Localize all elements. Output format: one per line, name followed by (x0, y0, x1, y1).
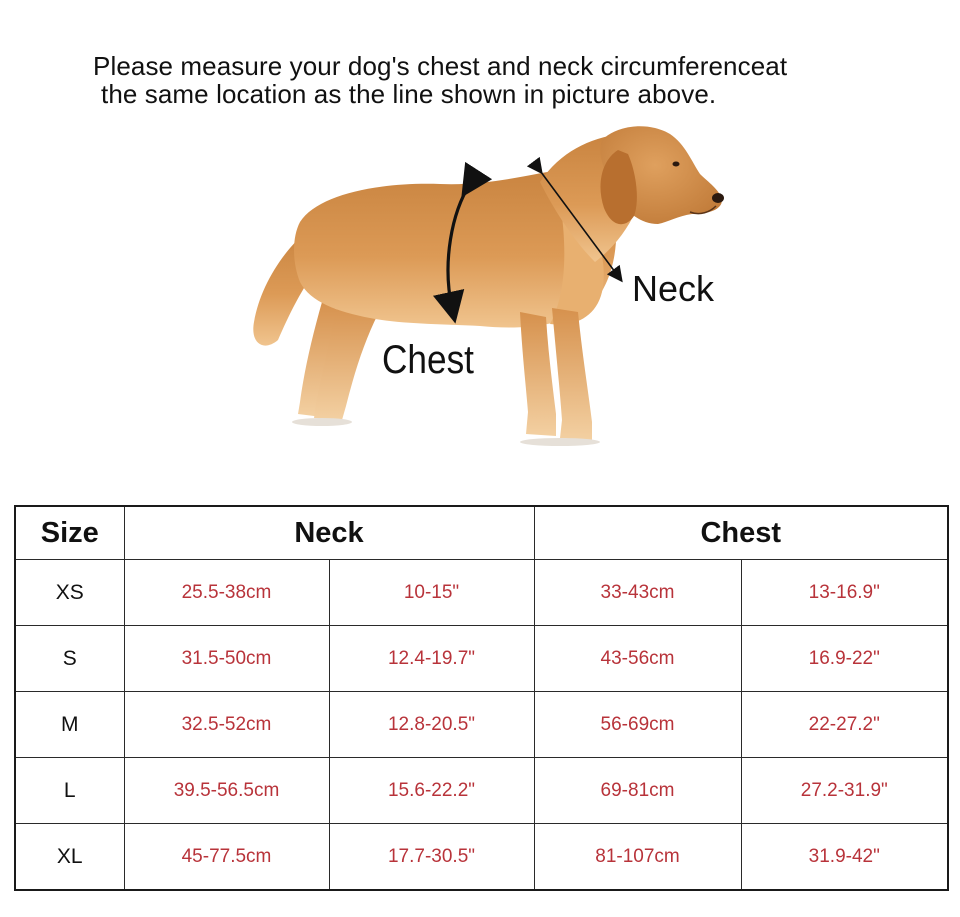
neck-cm-cell: 31.5-50cm (124, 626, 329, 692)
dog-eye (673, 162, 680, 167)
neck-inch-cell: 12.8-20.5" (329, 692, 534, 758)
neck-cm-cell: 45-77.5cm (124, 824, 329, 890)
chest-cm-cell: 33-43cm (534, 560, 741, 626)
chest-inch-cell: 31.9-42" (741, 824, 948, 890)
neck-label: Neck (632, 268, 715, 309)
size-cell: S (15, 626, 124, 692)
table-header-row (15, 506, 948, 560)
size-cell: L (15, 758, 124, 824)
size-chart-table (14, 505, 949, 891)
chest-cm-cell: 69-81cm (534, 758, 741, 824)
header-neck: Neck (124, 506, 534, 560)
instructions-line-2: the same location as the line shown in picture above. (101, 79, 717, 109)
header-size: Size (15, 506, 124, 560)
neck-inch-cell: 17.7-30.5" (329, 824, 534, 890)
size-cell: XL (15, 824, 124, 890)
chest-inch-cell: 13-16.9" (741, 560, 948, 626)
chest-cm-cell: 56-69cm (534, 692, 741, 758)
chest-label: Chest (382, 338, 474, 382)
size-cell: XS (15, 560, 124, 626)
chest-inch-cell: 22-27.2" (741, 692, 948, 758)
paw-shadow-hind (292, 418, 352, 426)
table-row (15, 626, 948, 692)
neck-cm-cell: 32.5-52cm (124, 692, 329, 758)
neck-inch-cell: 15.6-22.2" (329, 758, 534, 824)
paw-shadow-front (520, 438, 600, 446)
chest-cm-cell: 43-56cm (534, 626, 741, 692)
table-row (15, 824, 948, 890)
instructions-line-1: Please measure your dog's chest and neck circumferenceat (93, 51, 788, 81)
dog-front-leg-front (552, 308, 592, 440)
measurement-instructions (93, 52, 913, 108)
chest-cm-cell: 81-107cm (534, 824, 741, 890)
neck-cm-cell: 25.5-38cm (124, 560, 329, 626)
neck-inch-cell: 10-15" (329, 560, 534, 626)
neck-inch-cell: 12.4-19.7" (329, 626, 534, 692)
header-chest: Chest (534, 506, 948, 560)
table-row (15, 758, 948, 824)
size-cell: M (15, 692, 124, 758)
dog-nose (712, 193, 724, 203)
chest-inch-cell: 27.2-31.9" (741, 758, 948, 824)
chest-inch-cell: 16.9-22" (741, 626, 948, 692)
neck-cm-cell: 39.5-56.5cm (124, 758, 329, 824)
dog-front-leg-back (520, 312, 556, 436)
table-row (15, 560, 948, 626)
table-row (15, 692, 948, 758)
